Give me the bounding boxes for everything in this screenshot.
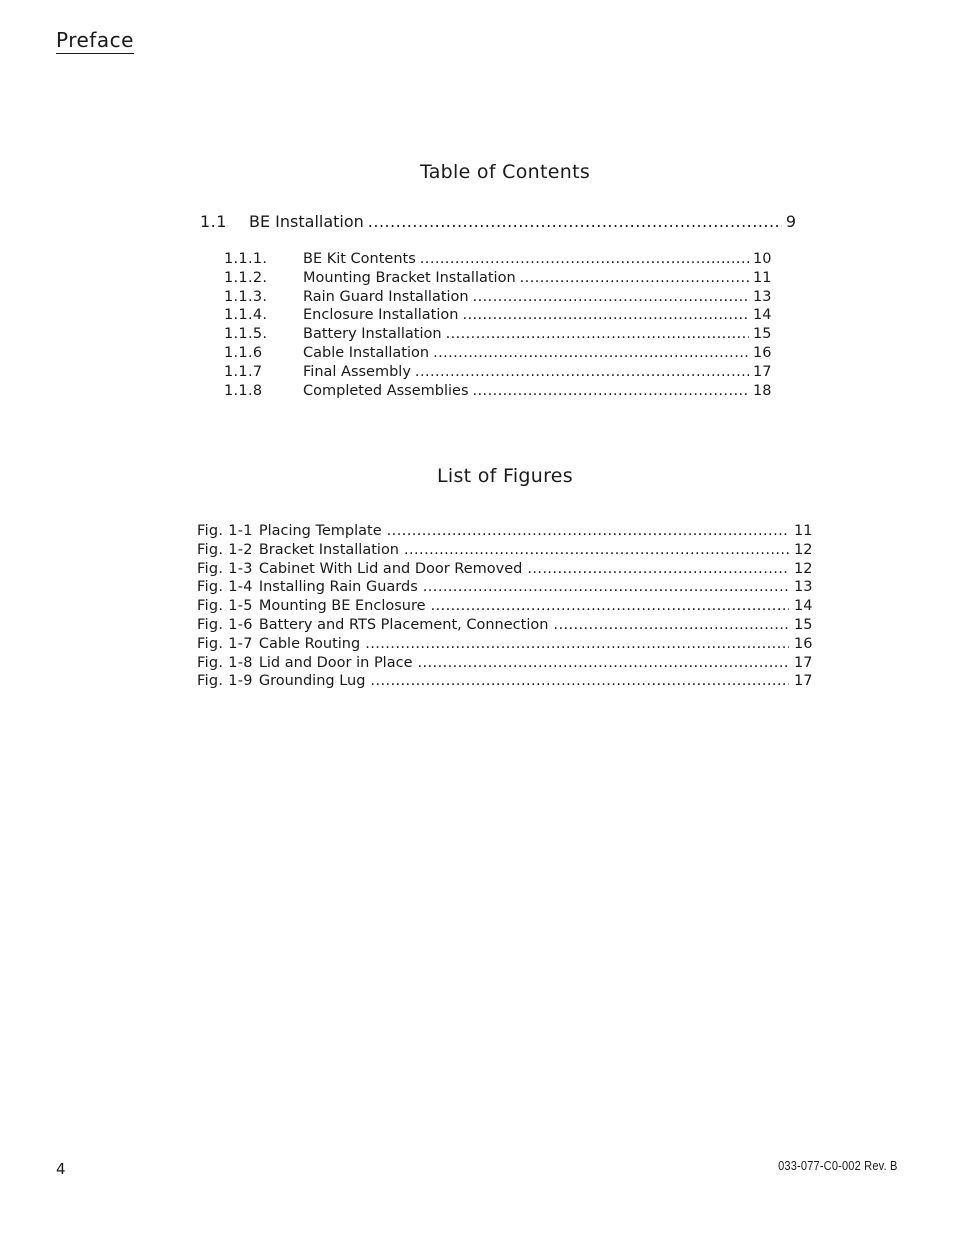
- toc-entry-number: 1.1.2.: [224, 269, 268, 286]
- toc-entry[interactable]: [224, 325, 773, 344]
- toc-entry-label: Mounting Bracket Installation: [303, 269, 516, 286]
- dot-leader: [365, 635, 789, 654]
- toc-entry[interactable]: [224, 288, 773, 307]
- toc-main-page: 9: [785, 212, 796, 231]
- dot-leader: [415, 363, 749, 382]
- section-header: Preface: [56, 28, 134, 52]
- toc-entry-label: Enclosure Installation: [303, 307, 459, 324]
- toc-entry-page: 16: [753, 344, 772, 361]
- dot-leader: [473, 288, 749, 307]
- toc-entry-number: 1.1.7: [224, 363, 263, 380]
- figure-page: 17: [794, 654, 813, 671]
- dot-leader: [387, 522, 789, 541]
- document-id: 033-077-C0-002 Rev. B: [778, 1158, 898, 1173]
- figure-label: Mounting BE Enclosure: [258, 598, 426, 615]
- toc-entry-label: Battery Installation: [303, 326, 442, 343]
- toc-main-entry[interactable]: [200, 211, 796, 233]
- figure-label: Placing Template: [258, 523, 382, 539]
- figure-page: 14: [794, 598, 813, 615]
- figure-number: Fig. 1-6: [197, 616, 253, 633]
- figure-label: Battery and RTS Placement, Connection: [258, 616, 549, 633]
- figure-entry[interactable]: [197, 635, 814, 654]
- figure-page: 16: [794, 635, 813, 652]
- figure-entry[interactable]: [197, 541, 814, 560]
- figure-label: Grounding Lug: [258, 673, 366, 690]
- figure-label: Installing Rain Guards: [258, 579, 418, 596]
- dot-leader: [368, 211, 782, 233]
- figure-number: Fig. 1-5: [197, 598, 253, 615]
- dot-leader: [462, 306, 749, 325]
- toc-entry[interactable]: [224, 306, 773, 325]
- toc-entry-number: 1.1.5.: [224, 326, 268, 343]
- toc-entry-label: Final Assembly: [303, 363, 411, 380]
- figure-entry[interactable]: [197, 578, 814, 597]
- toc-entry[interactable]: [224, 382, 773, 401]
- toc-entry-label: BE Kit Contents: [303, 251, 416, 267]
- toc-entry[interactable]: [224, 269, 773, 288]
- toc-entry[interactable]: [224, 344, 773, 363]
- dot-leader: [520, 269, 749, 288]
- figure-page: 12: [794, 560, 813, 577]
- toc-entry-number: 1.1.8: [224, 382, 263, 399]
- toc-entry-number: 1.1.4.: [224, 307, 268, 324]
- toc-entry-page: 13: [753, 288, 772, 305]
- toc-entry-page: 18: [753, 382, 772, 399]
- toc-entry[interactable]: [224, 363, 773, 382]
- toc-entry-number: 1.1.3.: [224, 288, 268, 305]
- figure-label: Lid and Door in Place: [258, 654, 413, 671]
- toc-main-number: 1.1: [200, 212, 227, 231]
- toc-sub-list: [224, 250, 773, 400]
- toc-entry-label: Cable Installation: [303, 344, 430, 361]
- figure-page: 12: [794, 541, 813, 558]
- figure-page: 15: [794, 616, 813, 633]
- figure-number: Fig. 1-8: [197, 654, 253, 671]
- dot-leader: [473, 382, 749, 401]
- toc-entry-page: 10: [753, 251, 772, 267]
- figure-number: Fig. 1-9: [197, 673, 253, 690]
- figure-entry[interactable]: [197, 560, 814, 579]
- figure-entry[interactable]: [197, 597, 814, 616]
- figure-page: 17: [794, 673, 813, 690]
- dot-leader: [423, 578, 789, 597]
- figure-number: Fig. 1-2: [197, 541, 253, 558]
- dot-leader: [420, 250, 749, 269]
- figure-entry[interactable]: [197, 672, 814, 691]
- dot-leader: [527, 560, 789, 579]
- toc-main-label: BE Installation: [249, 212, 364, 231]
- toc-entry-page: 14: [753, 307, 772, 324]
- figure-page: 13: [794, 579, 813, 596]
- dot-leader: [433, 344, 749, 363]
- figure-entry[interactable]: [197, 522, 814, 541]
- figure-page: 11: [794, 523, 813, 539]
- dot-leader: [553, 616, 789, 635]
- toc-entry-page: 17: [753, 363, 772, 380]
- dot-leader: [418, 654, 790, 673]
- page-number: 4: [56, 1160, 66, 1178]
- dot-leader: [404, 541, 789, 560]
- toc-entry-label: Completed Assemblies: [303, 382, 469, 399]
- dot-leader: [431, 597, 789, 616]
- figure-entry[interactable]: [197, 616, 814, 635]
- figure-number: Fig. 1-7: [197, 635, 253, 652]
- toc-entry-label: Rain Guard Installation: [303, 288, 469, 305]
- figure-list: [197, 522, 814, 691]
- figure-label: Cabinet With Lid and Door Removed: [258, 560, 523, 577]
- figure-number: Fig. 1-3: [197, 560, 253, 577]
- lof-title: List of Figures: [436, 465, 573, 487]
- toc-title: Table of Contents: [419, 161, 591, 183]
- dot-leader: [446, 325, 749, 344]
- figure-label: Bracket Installation: [258, 541, 399, 558]
- toc-entry[interactable]: [224, 250, 773, 269]
- figure-number: Fig. 1-4: [197, 579, 253, 596]
- figure-number: Fig. 1-1: [197, 523, 253, 539]
- toc-entry-page: 15: [753, 326, 772, 343]
- figure-entry[interactable]: [197, 654, 814, 673]
- toc-entry-page: 11: [753, 269, 772, 286]
- figure-label: Cable Routing: [258, 635, 361, 652]
- toc-entry-number: 1.1.1.: [224, 251, 268, 267]
- dot-leader: [370, 672, 789, 691]
- toc-entry-number: 1.1.6: [224, 344, 263, 361]
